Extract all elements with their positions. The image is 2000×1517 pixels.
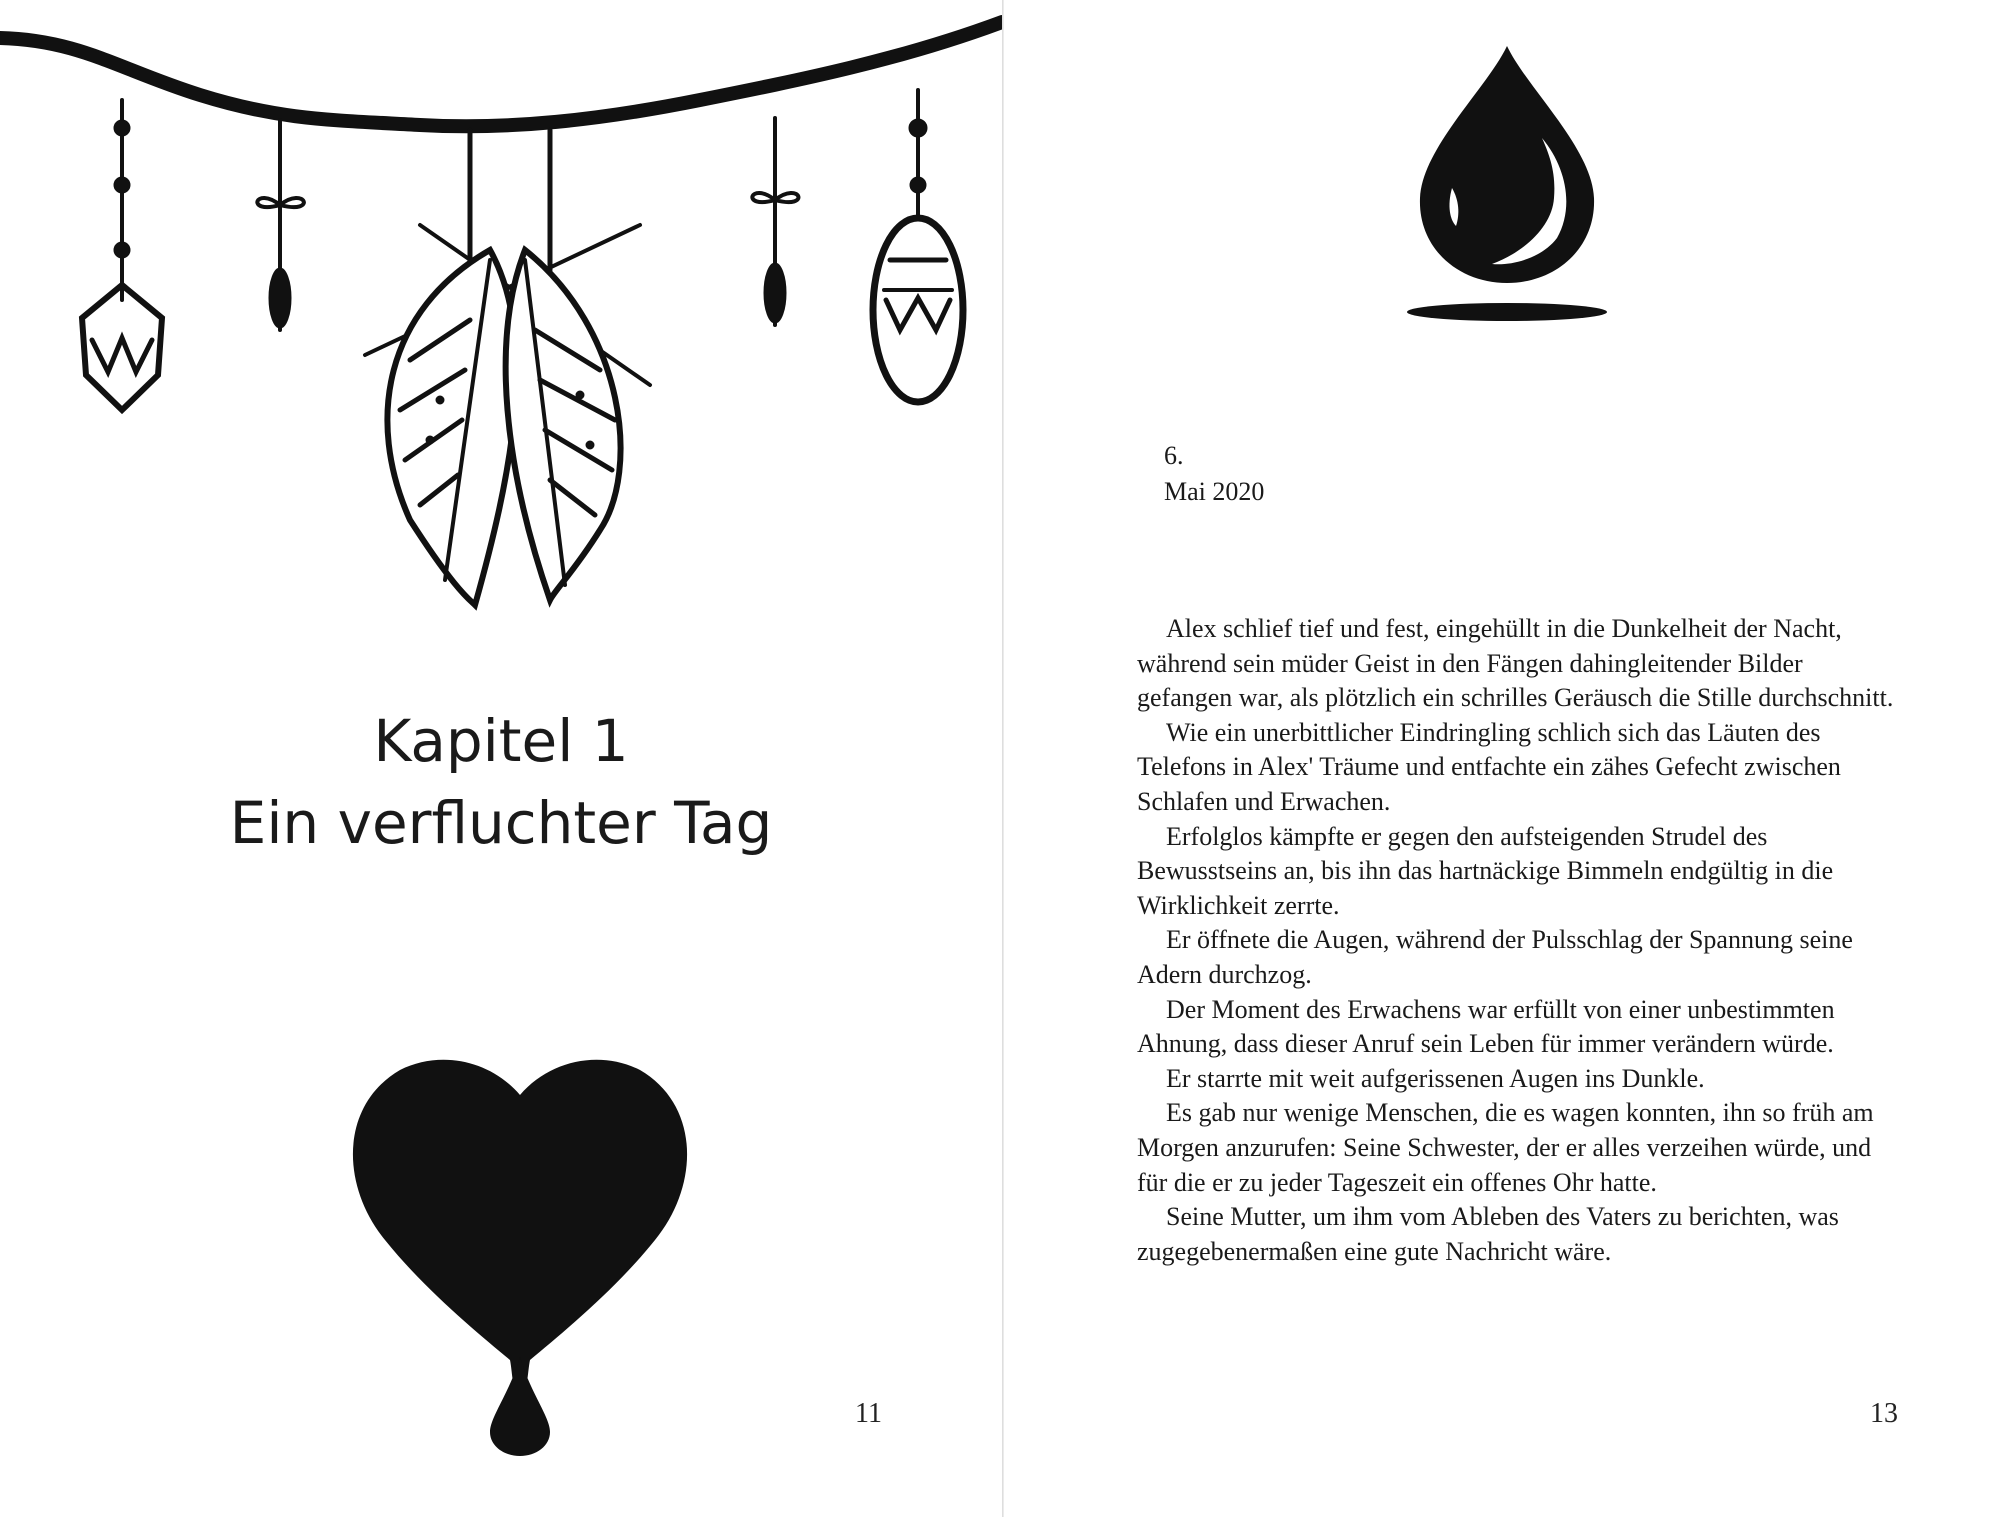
entry-date xyxy=(1164,438,1264,510)
bleeding-heart-icon xyxy=(330,1050,710,1460)
chapter-number: Kapitel 1 xyxy=(373,707,629,775)
paragraph: Seine Mutter, um ihm vom Ableben des Vaters zu berichten, was zugegebenermaßen eine gute Nachricht wäre. xyxy=(1137,1202,1839,1266)
garland-feathers-illustration xyxy=(0,0,1002,620)
paragraph: Alex schlief tief und fest, eingehüllt in die Dunkelheit der Nacht, während sein müder Geist in den Fängen dahingleitender Bilder gefangen war, als plötzlich ein schrilles Geräusch die Stille durchschnitt. xyxy=(1137,614,1894,713)
paragraph: Es gab nur wenige Menschen, die es wagen konnten, ihn so früh am Morgen anzurufen: Seine Schwester, der er alles verzeihen würde, und für die er zu jeder Tageszeit ein offenes Ohr hatte. xyxy=(1137,1098,1874,1197)
page-number-left: 11 xyxy=(855,1398,882,1429)
ink-drop-icon xyxy=(1392,38,1622,328)
chapter-title xyxy=(0,700,1002,864)
paragraph: Er starrte mit weit aufgerissenen Augen ins Dunkle. xyxy=(1166,1063,1705,1093)
page-number-right: 13 xyxy=(1870,1398,1898,1429)
right-page xyxy=(1004,0,2000,1517)
date-day: 6. xyxy=(1164,441,1184,470)
date-month-year: Mai 2020 xyxy=(1164,477,1265,506)
paragraph: Erfolglos kämpfte er gegen den aufsteigenden Strudel des Bewusstseins an, bis ihn das hartnäckige Bimmeln endgültig in die Wirklichkeit zerrte. xyxy=(1137,821,1834,920)
paragraph: Wie ein unerbittlicher Eindringling schlich sich das Läuten des Telefons in Alex' Träume und entfachte ein zähes Gefecht zwischen Schlafen und Erwachen. xyxy=(1137,717,1841,816)
chapter-body-text xyxy=(1137,612,1897,1269)
chapter-name: Ein verfluchter Tag xyxy=(229,789,773,857)
paragraph: Er öffnete die Augen, während der Pulsschlag der Spannung seine Adern durchzog. xyxy=(1137,925,1853,989)
paragraph: Der Moment des Erwachens war erfüllt von einer unbestimmten Ahnung, dass dieser Anruf sein Leben für immer verändern würde. xyxy=(1137,994,1835,1059)
